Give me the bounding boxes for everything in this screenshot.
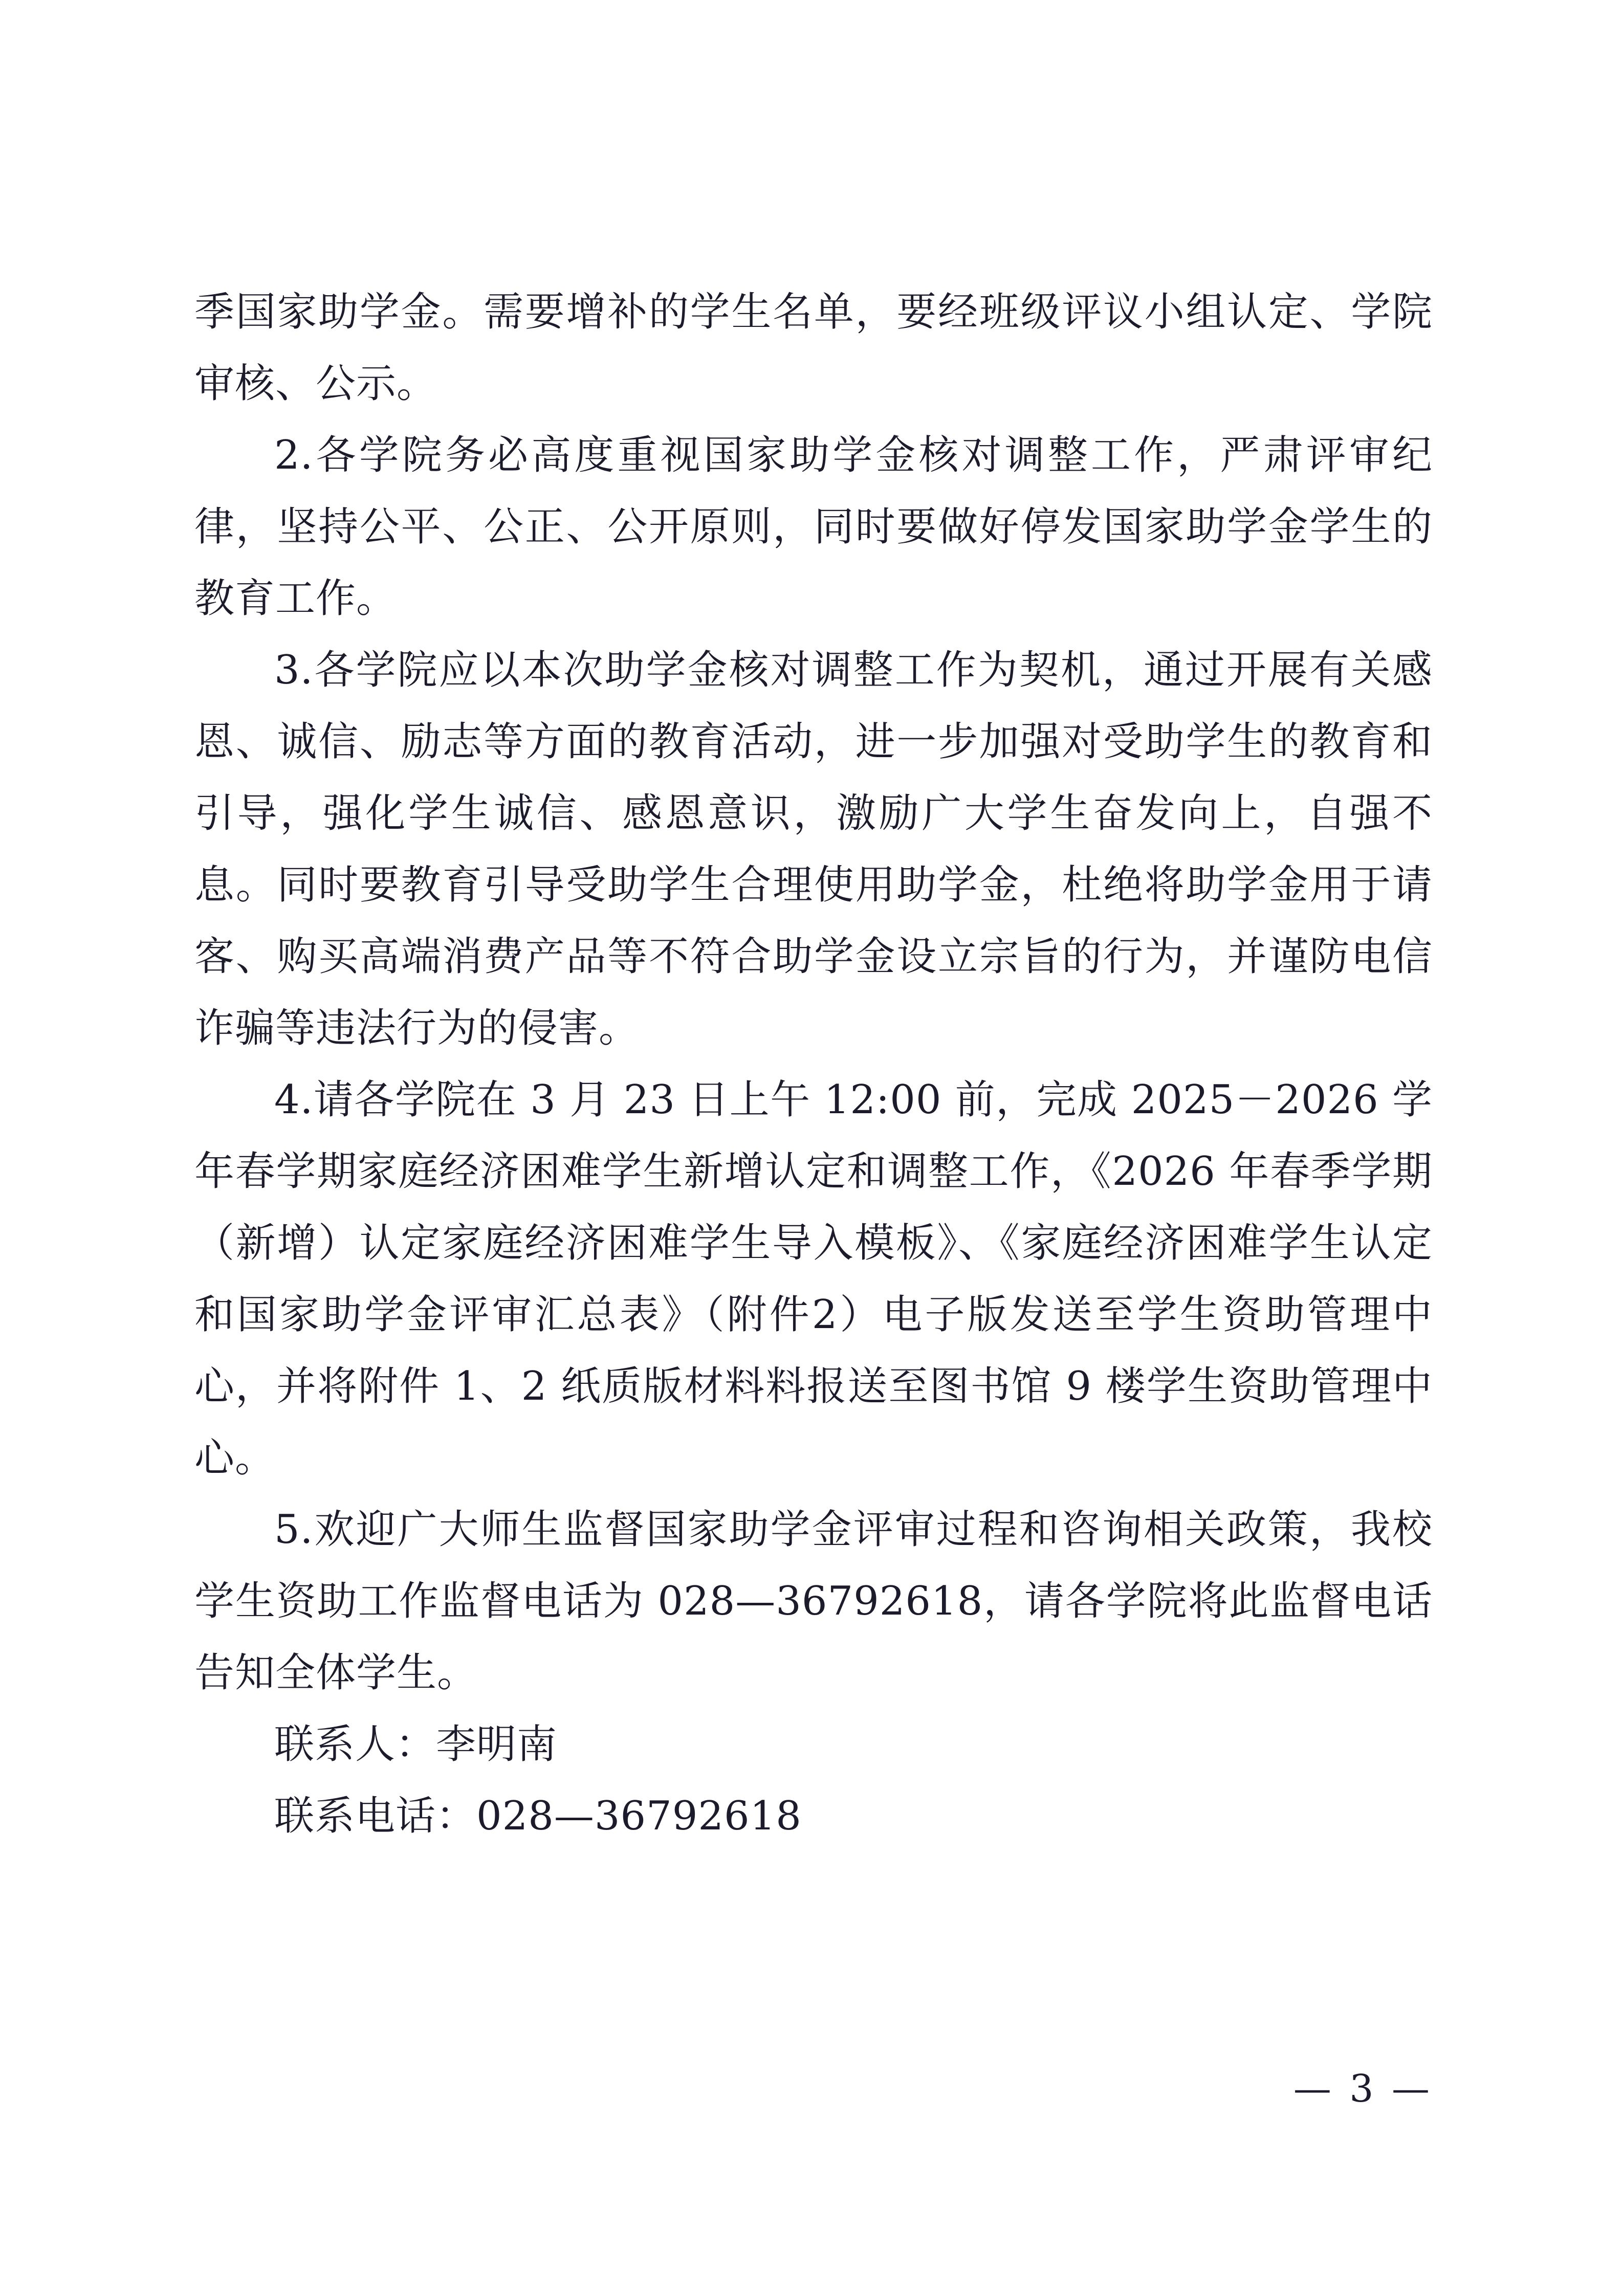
paragraph-continued: 季国家助学金。需要增补的学生名单，要经班级评议小组认定、学院审核、公示。: [194, 289, 1433, 407]
contact-phone-line: 联系电话：028—36792618: [274, 1793, 802, 1839]
page-number: — 3 —: [1293, 2067, 1433, 2111]
document-body: [194, 276, 1433, 1852]
paragraph-item-2: 2.各学院务必高度重视国家助学金核对调整工作，严肃评审纪律，坚持公平、公正、公开原则，同时要做好停发国家助学金学生的教育工作。: [194, 432, 1433, 622]
paragraph-item-5: 5.欢迎广大师生监督国家助学金评审过程和咨询相关政策，我校学生资助工作监督电话为 028—36792618，请各学院将此监督电话告知全体学生。: [194, 1507, 1433, 1696]
paragraph-item-4: 4.请各学院在 3 月 23 日上午 12:00 前，完成 2025－2026 学年春学期家庭经济困难学生新增认定和调整工作，《2026 年春季学期（新增）认定家庭经济困难学生导入模板》、《家庭经济困难学生认定和国家助学金评审汇总表》（附件2）电子版发送至学生资助管理中心，并将附件 1、2 纸质版材料料报送至图书馆 9 楼学生资助管理中心。: [194, 1077, 1433, 1481]
paragraph-item-3: 3.各学院应以本次助学金核对调整工作为契机，通过开展有关感恩、诚信、励志等方面的教育活动，进一步加强对受助学生的教育和引导，强化学生诚信、感恩意识，激励广大学生奋发向上，自强不息。同时要教育引导受助学生合理使用助学金，杜绝将助学金用于请客、购买高端消费产品等不符合助学金设立宗旨的行为，并谨防电信诈骗等违法行为的侵害。: [194, 647, 1433, 1051]
contact-person-line: 联系人：李明南: [274, 1721, 558, 1768]
